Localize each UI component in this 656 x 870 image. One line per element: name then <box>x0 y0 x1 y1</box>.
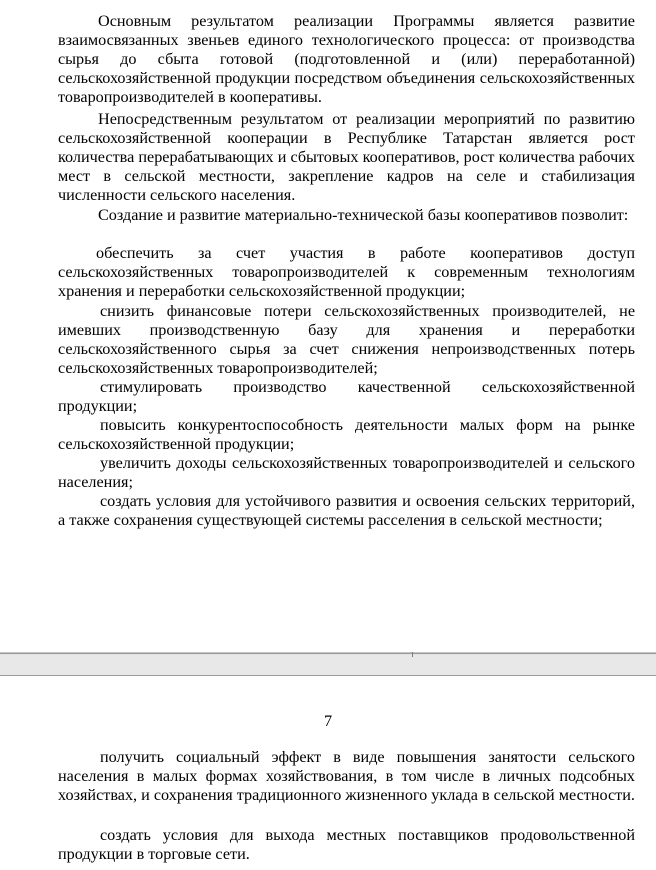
page-break-line-top <box>0 653 656 654</box>
list-item-social-effect: получить социальный эффект в виде повышения занятости сельского населения в малых формах хозяйствования, в том числе в личных подсобных хозяйствах, и сохранения традиционного жизненного уклада в сельской местности. <box>58 748 635 804</box>
list-item-increase-income: увеличить доходы сельскохозяйственных товаропроизводителей и сельского населения; <box>58 454 635 491</box>
document-page-2 <box>0 676 656 870</box>
list-item-reduce-losses: снизить финансовые потери сельскохозяйственных производителей, не имевших производственную базу для хранения и переработки сельскохозяйственного сырья за счет снижения непроизводственных потерь сельскохозяйственных товаропроизводителей; <box>58 302 635 377</box>
list-item-stimulate-production: стимулировать производство качественной сельскохозяйственной продукции; <box>58 378 635 415</box>
list-item-competitiveness: повысить конкурентоспособность деятельности малых форм на рынке сельскохозяйственной продукции; <box>58 416 635 453</box>
list-item-rural-development: создать условия для устойчивого развития и освоения сельских территорий, а также сохранения существующей системы расселения в сельской местности; <box>58 492 635 529</box>
list-item-technology-access: обеспечить за счет участия в работе кооперативов доступ сельскохозяйственных товаропроизводителей к современным технологиям хранения и переработки сельскохозяйственной продукции; <box>58 244 635 300</box>
paragraph-direct-result: Непосредственным результатом от реализации мероприятий по развитию сельскохозяйственной кооперации в Республике Татарстан является рост количества перерабатывающих и сбытовых кооперативов, рост количества рабочих мест в сельской местности, закрепление кадров на селе и стабилизация численности сельского населения. <box>58 110 635 204</box>
paragraph-base-creation: Создание и развитие материально-технической базы кооперативов позволит: <box>98 206 629 224</box>
list-item-retail-access: создать условия для выхода местных поставщиков продовольственной продукции в торговые сети. <box>58 826 635 863</box>
ruler-tick <box>412 652 413 657</box>
page-break-separator <box>0 652 656 676</box>
page-number: 7 <box>323 712 333 730</box>
paragraph-main-result: Основным результатом реализации Программы является развитие взаимосвязанных звеньев единого технологического процесса: от производства сырья до сбыта готовой (подготовленной и (или) переработанной) сельскохозяйственной продукции посредством объединения сельскохозяйственных товаропроизводителей в кооперативы. <box>58 12 635 106</box>
